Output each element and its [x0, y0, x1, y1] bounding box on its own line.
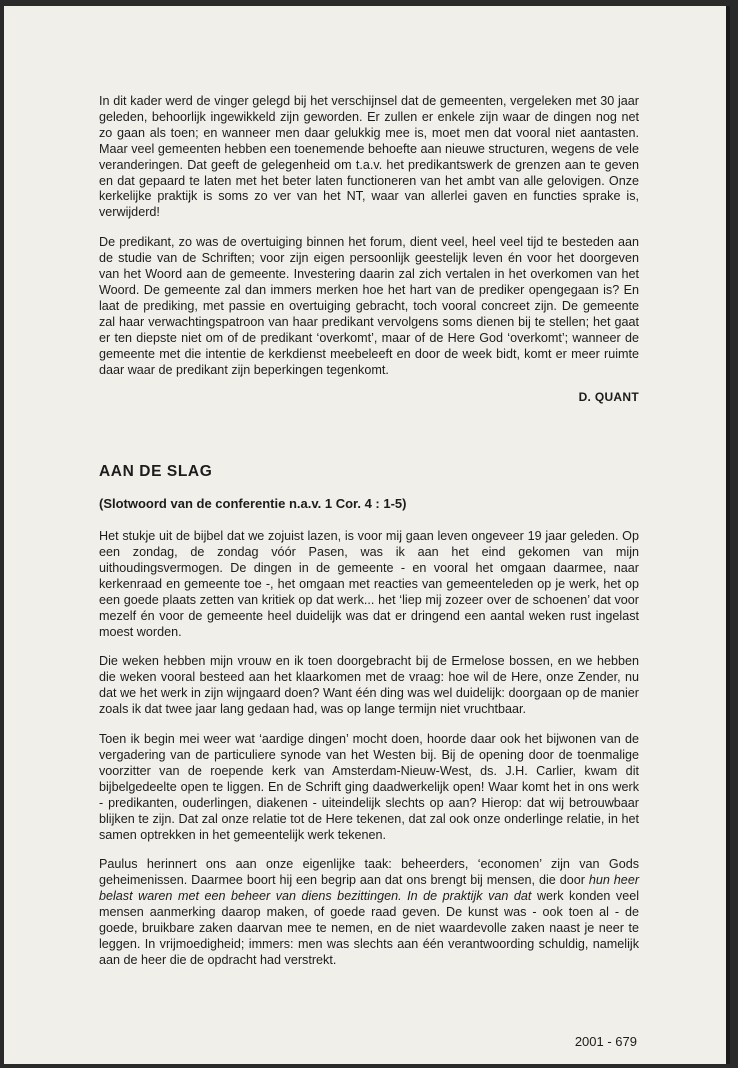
page-edge-shadow — [726, 6, 730, 1064]
paragraph-4: Die weken hebben mijn vrouw en ik toen doorgebracht bij de Ermelose bossen, en we hebben die weken vooral besteed aan het klaarkomen met de vraag: hoe wil de Here, onze Zender, nu dat we het werk in zijn wijngaard doen? Want één ding was wel duidelijk: doorgaan op de manier zoals ik dat twee jaar lang gedaan had, was op lange termijn niet vruchtbaar. — [99, 654, 639, 717]
paragraph-2: De predikant, zo was de overtuiging binnen het forum, dient veel, heel veel tijd te besteden aan de studie van de Schriften; voor zijn eigen persoonlijk geestelijk leven én voor het doorgeven van het Woord aan de gemeente. Investering daarin zal zich vertalen in het overkomen van het Woord. De gemeente zal dan immers merken hoe het hart van de prediker opengegaan is? En laat de prediking, met passie en overtuiging gebracht, toch vooral concreet zijn. De gemeente zal haar verwachtingspatroon van haar predikant vervolgens soms dienen bij te stellen; het gaat er ten diepste niet om of de predikant ‘overkomt’, maar of de Here God ‘overkomt’; wanneer de gemeente met die intentie de kerkdienst meebeleeft en door de week bidt, komt er meer ruimte daar waar de predikant zijn beperkingen tegenkomt. — [99, 235, 639, 377]
paragraph-6 — [99, 857, 639, 968]
section-subtitle: (Slotwoord van de conferentie n.a.v. 1 Cor. 4 : 1-5) — [99, 496, 407, 512]
page-number: 2001 - 679 — [574, 1034, 637, 1049]
paragraph-6-italic: hun heer belast waren met een beheer van diens bezittingen. In de praktijk van dat — [99, 873, 640, 904]
section-title: AAN DE SLAG — [99, 463, 213, 481]
document-page — [4, 6, 730, 1064]
paragraph-3: Het stukje uit de bijbel dat we zojuist lazen, is voor mij gaan leven ongeveer 19 jaar geleden. Op een zondag, de zondag vóór Pasen, was ik aan het eind gekomen van mijn uithoudingsvermogen. De dingen in de gemeente - en vooral het omgaan daarmee, naar kerkenraad en gemeente toe -, het omgaan met reacties van gemeenteleden op je werk, het op een goede plaats zetten van kritiek op dat werk... het ‘liep mij zozeer over de schoenen’ dat voor mezelf én voor de gemeente heel duidelijk was dat er dringend een aantal weken rust ingelast moest worden. — [99, 529, 639, 639]
paragraph-1: In dit kader werd de vinger gelegd bij het verschijnsel dat de gemeenten, vergeleken met 30 jaar geleden, behoorlijk ingewikkeld zijn geworden. Er zullen er enkele zijn waar de dingen nog net zo gaan als toen; en wanneer men daar gelukkig mee is, moet men dat vooral niet aantasten. Maar veel gemeenten hebben een toenemende behoefte aan nieuwe structuren, wegens de vele veranderingen. Dat geeft de gelegenheid om t.a.v. het predikantswerk de grenzen aan te geven en dat gepaard te laten met het beter laten functioneren van het ambt van alle gelovigen. Onze kerkelijke praktijk is soms zo ver van het NT, waar van allerlei gaven en functies sprake is, verwijderd! — [99, 94, 639, 220]
author-signature: D. QUANT — [578, 390, 639, 405]
article-body — [99, 94, 639, 983]
paragraph-6-text-a: Paulus herinnert ons aan onze eigenlijke taak: beheerders, ‘economen’ zijn van Gods geheimenissen. Daarmee boort hij een begrip aan dat ons brengt bij mensen, die door — [99, 857, 639, 888]
paragraph-5: Toen ik begin mei weer wat ‘aardige dingen’ mocht doen, hoorde daar ook het bijwonen van de vergadering van de particuliere synode van het Westen bij. Bij de opening door de toenmalige voorzitter van de roepende kerk van Amsterdam-Nieuw-West, ds. J.H. Carlier, kwam dit bijbelgedeelte open te liggen. En de Schrift ging daadwerkelijk open! Waar komt het in ons werk - predikanten, ouderlingen, diakenen - uiteindelijk slechts op aan? Hierop: dat wij betrouwbaar blijken te zijn. Dat zal onze relatie tot de Here tekenen, dat zal ook onze onderlinge relatie, in het samen optrekken in het gemeentelijk werk tekenen. — [99, 732, 639, 842]
paragraph-6-text-b: werk konden veel mensen aanmerking daarop maken, of goede raad geven. De kunst was - ook toen al - de goede, bruikbare zaken daarvan mee te nemen, en de niet waardevolle zaken naast je neer te leggen. In vrijmoedigheid; immers: men was slechts aan één verantwoording schuldig, namelijk aan de heer die de opdracht had verstrekt. — [99, 889, 639, 967]
